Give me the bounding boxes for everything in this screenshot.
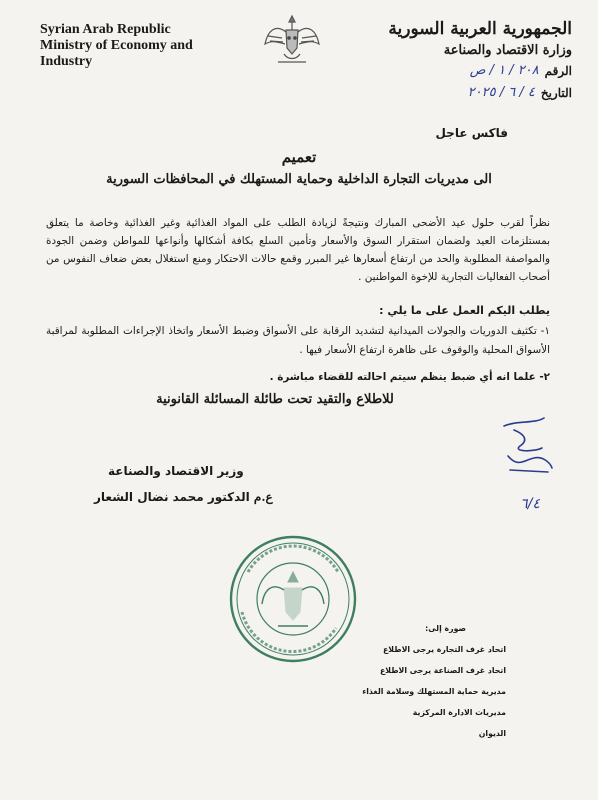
handwritten-initials-icon [494, 408, 564, 518]
document-title: تعميم [281, 148, 317, 166]
list-item: ٢- علما انه أي ضبط ينظم سيتم احالته للقضاء مباشرة . [269, 371, 550, 383]
document-subtitle: الى مديريات التجارة الداخلية وحماية المستهلك في المحافظات السورية [106, 172, 492, 187]
copies-label: صورة إلى: [425, 624, 466, 633]
reference-label: الرقم [544, 64, 572, 78]
english-header-line-1: Syrian Arab Republic [40, 22, 171, 37]
republic-name: الجمهورية العربية السورية [388, 19, 572, 39]
list-item: ١- تكثيف الدوريات والجولات الميدانية لتشديد الرقابة على الأسواق وضبط الأسعار واتخاذ الإجراءات المطلوبة لمراقبة الأسواق المحلية والوقوف على ظاهرة ارتفاع الأسعار فيها . [46, 325, 550, 356]
eagle-emblem-icon [262, 10, 322, 72]
list-item: اتحاد غرف التجارة يرجى الاطلاع [382, 645, 506, 654]
official-seal-icon [226, 532, 360, 666]
copies-to [362, 624, 506, 744]
list-item: الديوان [478, 729, 506, 738]
date-label: التاريخ [540, 86, 572, 100]
signatory-prefix: ع.م [253, 490, 273, 504]
request-line: يطلب اليكم العمل على ما يلي : [379, 304, 550, 317]
english-header-line-2: Ministry of Economy and [40, 38, 193, 53]
body-text: نظراً لقرب حلول عيد الأضحى المبارك ونتيجةً لزيادة الطلب على المواد الغذائية وغير الغذائية وخاصة ما يتعلق بمستلزمات العيد ولضمان استقرار السوق والأسعار وتأمين السلع بكافة أشكالها وأنواعها للمواطن وضمن الجودة والمواصفة المطلوبة والحد من ارتفاع أسعارها غير المبرر وقمع حالات الاحتكار ومنع استغلال بعض ضعاف النفوس من أصحاب الفعاليات التجارية للإخوة المواطنين . [46, 217, 550, 283]
date-value: ٤ / ٦ / ٢٠٢٥ [467, 85, 535, 100]
signatory-full-name: الدكتور محمد نضال الشعار [94, 490, 250, 504]
initials-date: ٦/٤ [520, 496, 540, 512]
ministry-name: وزارة الاقتصاد والصناعة [443, 43, 572, 58]
signatory-title: وزير الاقتصاد والصناعة [108, 464, 244, 478]
list-item: مديرية حماية المستهلك وسلامة الغذاء [362, 687, 506, 696]
fax-label: فاكس عاجل [435, 126, 508, 140]
english-header [40, 22, 250, 70]
reference-number [388, 60, 572, 82]
closing-line: للاطلاع والتقيد تحت طائلة المسائلة القانونية [156, 392, 394, 407]
document-date [388, 82, 572, 104]
english-header-line-3: Industry [40, 54, 93, 69]
list-item: اتحاد غرف الصناعة يرجى الاطلاع [379, 666, 506, 675]
arabic-header [388, 18, 572, 104]
signatory-name [94, 490, 273, 504]
body-paragraph [46, 214, 550, 286]
list-item: مديريات الادارة المركزية [412, 708, 506, 717]
reference-value: ٢٠٨ / ١ / ص [469, 63, 539, 78]
